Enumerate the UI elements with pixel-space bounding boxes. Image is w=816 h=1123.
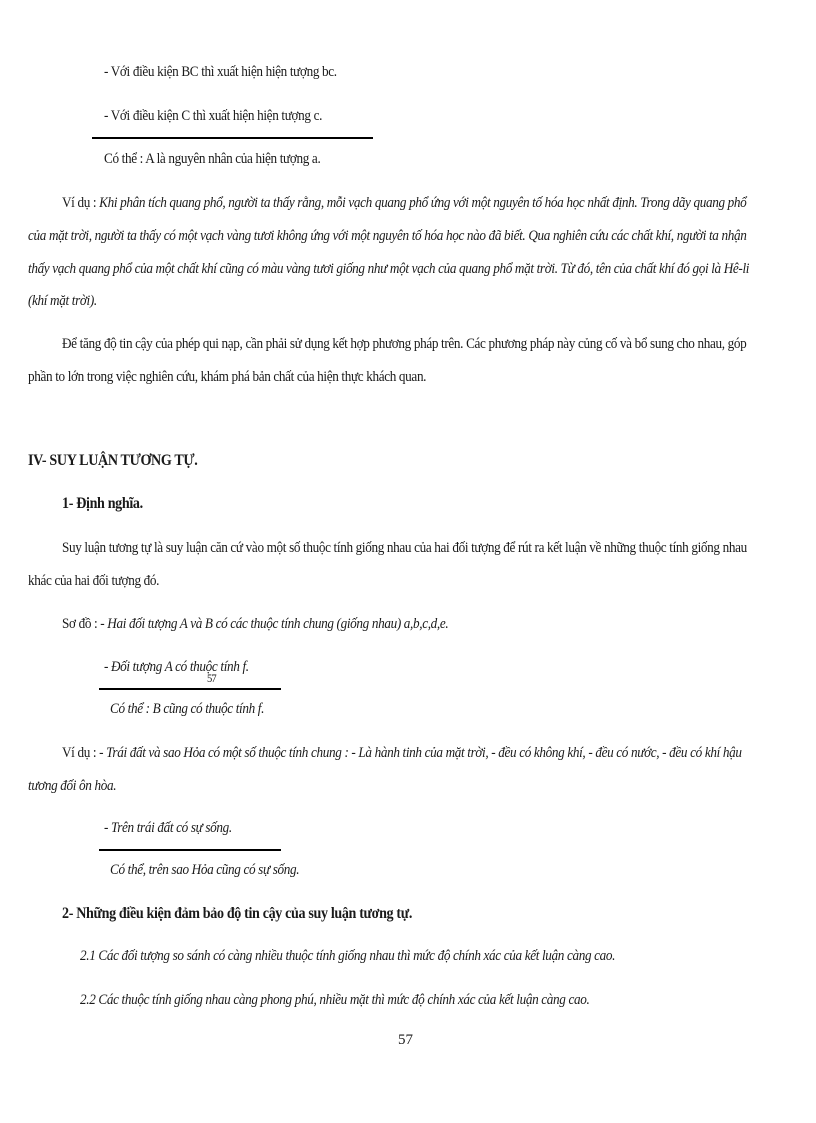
line-condition-c: - Với điều kiện C thì xuất hiện hiện tượng c. xyxy=(104,108,323,124)
schema-conclusion: Có thể : B cũng có thuộc tính f. xyxy=(110,701,265,717)
paragraph-reliability-1: Để tăng độ tin cậy của phép qui nạp, cần phải sử dụng kết hợp phương pháp trên. Các phương pháp này củng cố và bổ sung cho nhau, góp xyxy=(62,336,747,352)
line-conclusion-a: Có thể : A là nguyên nhân của hiện tượng a. xyxy=(104,151,321,167)
definition-line-2: khác của hai đối tượng đó. xyxy=(28,573,160,589)
divider-rule xyxy=(92,137,373,139)
example-1-line-2: của mặt trời, người ta thấy có một vạch vàng tươi không ứng với một nguyên tố hóa học nào đã biết. Qua nghiên cứu các chất khí, người ta nhận xyxy=(28,228,747,244)
example-2-line-1: Ví dụ : - Trái đất và sao Hỏa có một số thuộc tính chung : - Là hành tinh của mặt trời, - đều có không khí, - đều có nước, - đều có khí hậu xyxy=(62,745,742,761)
paragraph-reliability-2: phần to lớn trong việc nghiên cứu, khám phá bản chất của hiện thực khách quan. xyxy=(28,369,427,385)
subheading-conditions: 2- Những điều kiện đảm bảo độ tin cậy của suy luận tương tự. xyxy=(62,905,413,922)
example-2-divider xyxy=(99,849,281,851)
example-1-line-3: thấy vạch quang phổ của một chất khí cũng có màu vàng tươi giống như một vạch của quang phổ mặt trời. Từ đó, tên của chất khí đó gọi là Hê-li xyxy=(28,261,750,277)
schema-line-2: - Đối tượng A có thuộc tính f. xyxy=(104,659,249,675)
condition-2-1: 2.1 Các đối tượng so sánh có càng nhiều thuộc tính giống nhau thì mức độ chính xác của kết luận càng cao. xyxy=(80,948,616,964)
schema-divider xyxy=(99,688,281,690)
schema-line-1: Sơ đồ : - Hai đối tượng A và B có các thuộc tính chung (giống nhau) a,b,c,d,e. xyxy=(62,616,449,632)
page-number: 57 xyxy=(398,1032,413,1048)
overlapping-page-mark: 57 xyxy=(207,671,216,685)
example-2-line-3: - Trên trái đất có sự sống. xyxy=(104,820,232,836)
line-condition-bc: - Với điều kiện BC thì xuất hiện hiện tượng bc. xyxy=(104,64,337,80)
condition-2-2: 2.2 Các thuộc tính giống nhau càng phong phú, nhiều mặt thì mức độ chính xác của kết luận càng cao. xyxy=(80,992,590,1008)
example-1-line-1: Ví dụ : Khi phân tích quang phổ, người ta thấy rằng, mỗi vạch quang phổ ứng với một nguyên tố hóa học nhất định. Trong dãy quang phổ xyxy=(62,195,747,211)
example-2-line-2: tương đối ôn hòa. xyxy=(28,778,117,794)
example-2-conclusion: Có thể, trên sao Hỏa cũng có sự sống. xyxy=(110,862,300,878)
example-1-line-4: (khí mặt trời). xyxy=(28,293,97,309)
subheading-definition: 1- Định nghĩa. xyxy=(62,495,143,512)
section-heading: IV- SUY LUẬN TƯƠNG TỰ. xyxy=(28,452,198,469)
definition-line-1: Suy luận tương tự là suy luận căn cứ vào một số thuộc tính giống nhau của hai đối tượng để rút ra kết luận về những thuộc tính giống nhau xyxy=(62,540,747,556)
